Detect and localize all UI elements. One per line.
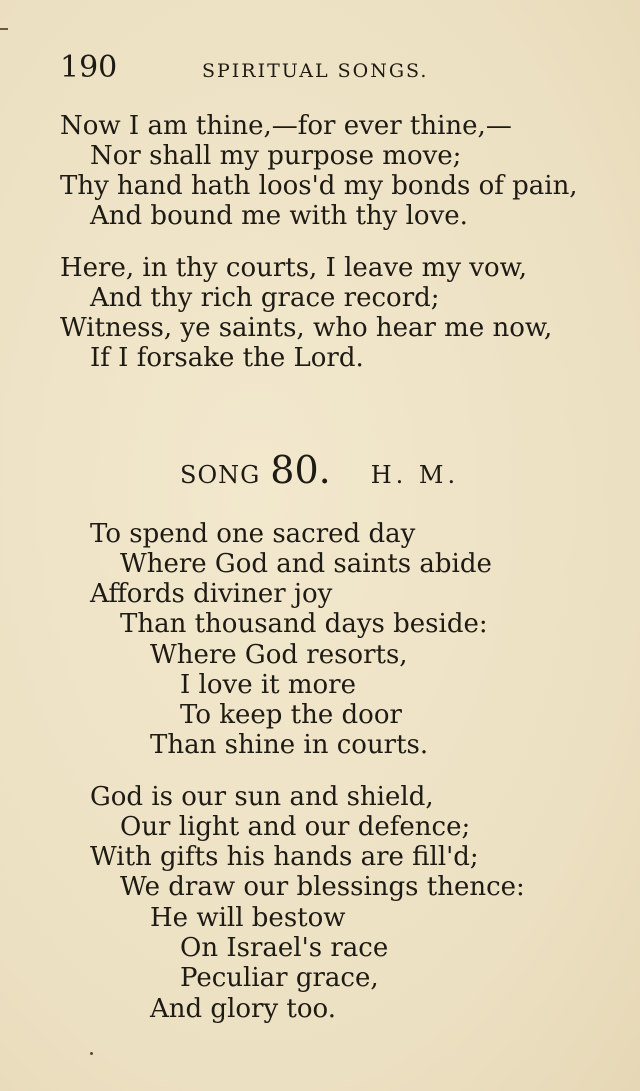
edge-mark bbox=[0, 28, 8, 30]
verse-line: Where God and saints abide bbox=[120, 549, 492, 579]
verse-line: Now I am thine,—for ever thine,— bbox=[60, 111, 512, 141]
verse-line: To keep the door bbox=[180, 700, 402, 730]
verse-line: We draw our blessings thence: bbox=[120, 872, 525, 902]
running-title: SPIRITUAL SONGS. bbox=[202, 60, 429, 82]
song-label: SONG bbox=[180, 461, 261, 489]
verse-line: Thy hand hath loos'd my bonds of pain, bbox=[60, 171, 578, 201]
verse-line: I love it more bbox=[180, 670, 356, 700]
page-header bbox=[60, 50, 480, 90]
verse-line: With gifts his hands are fill'd; bbox=[90, 842, 479, 872]
verse-line: Than thousand days beside: bbox=[120, 609, 488, 639]
verse-line: Our light and our defence; bbox=[120, 812, 471, 842]
verse-line: Witness, ye saints, who hear me now, bbox=[60, 313, 553, 343]
verse-line: On Israel's race bbox=[180, 933, 389, 963]
song-heading bbox=[180, 448, 459, 492]
verse-line: And bound me with thy love. bbox=[90, 201, 468, 231]
verse-line: If I forsake the Lord. bbox=[90, 343, 364, 373]
verse-line: Than shine in courts. bbox=[150, 730, 429, 760]
verse-line: Where God resorts, bbox=[150, 640, 408, 670]
page-number: 190 bbox=[60, 50, 118, 85]
song-meter: H. M. bbox=[370, 461, 460, 489]
verse-line: Here, in thy courts, I leave my vow, bbox=[60, 253, 528, 283]
song-number: 80. bbox=[270, 448, 331, 492]
verse-line: Affords diviner joy bbox=[90, 579, 333, 609]
verse-line: And thy rich grace record; bbox=[90, 283, 440, 313]
verse-line: Peculiar grace, bbox=[180, 963, 379, 993]
verse-line: And glory too. bbox=[150, 994, 336, 1024]
verse-line: To spend one sacred day bbox=[90, 519, 416, 549]
verse-line: He will bestow bbox=[150, 903, 346, 933]
verse-line: God is our sun and shield, bbox=[90, 782, 434, 812]
ink-speck bbox=[90, 1052, 93, 1055]
verse-line: Nor shall my purpose move; bbox=[90, 141, 462, 171]
